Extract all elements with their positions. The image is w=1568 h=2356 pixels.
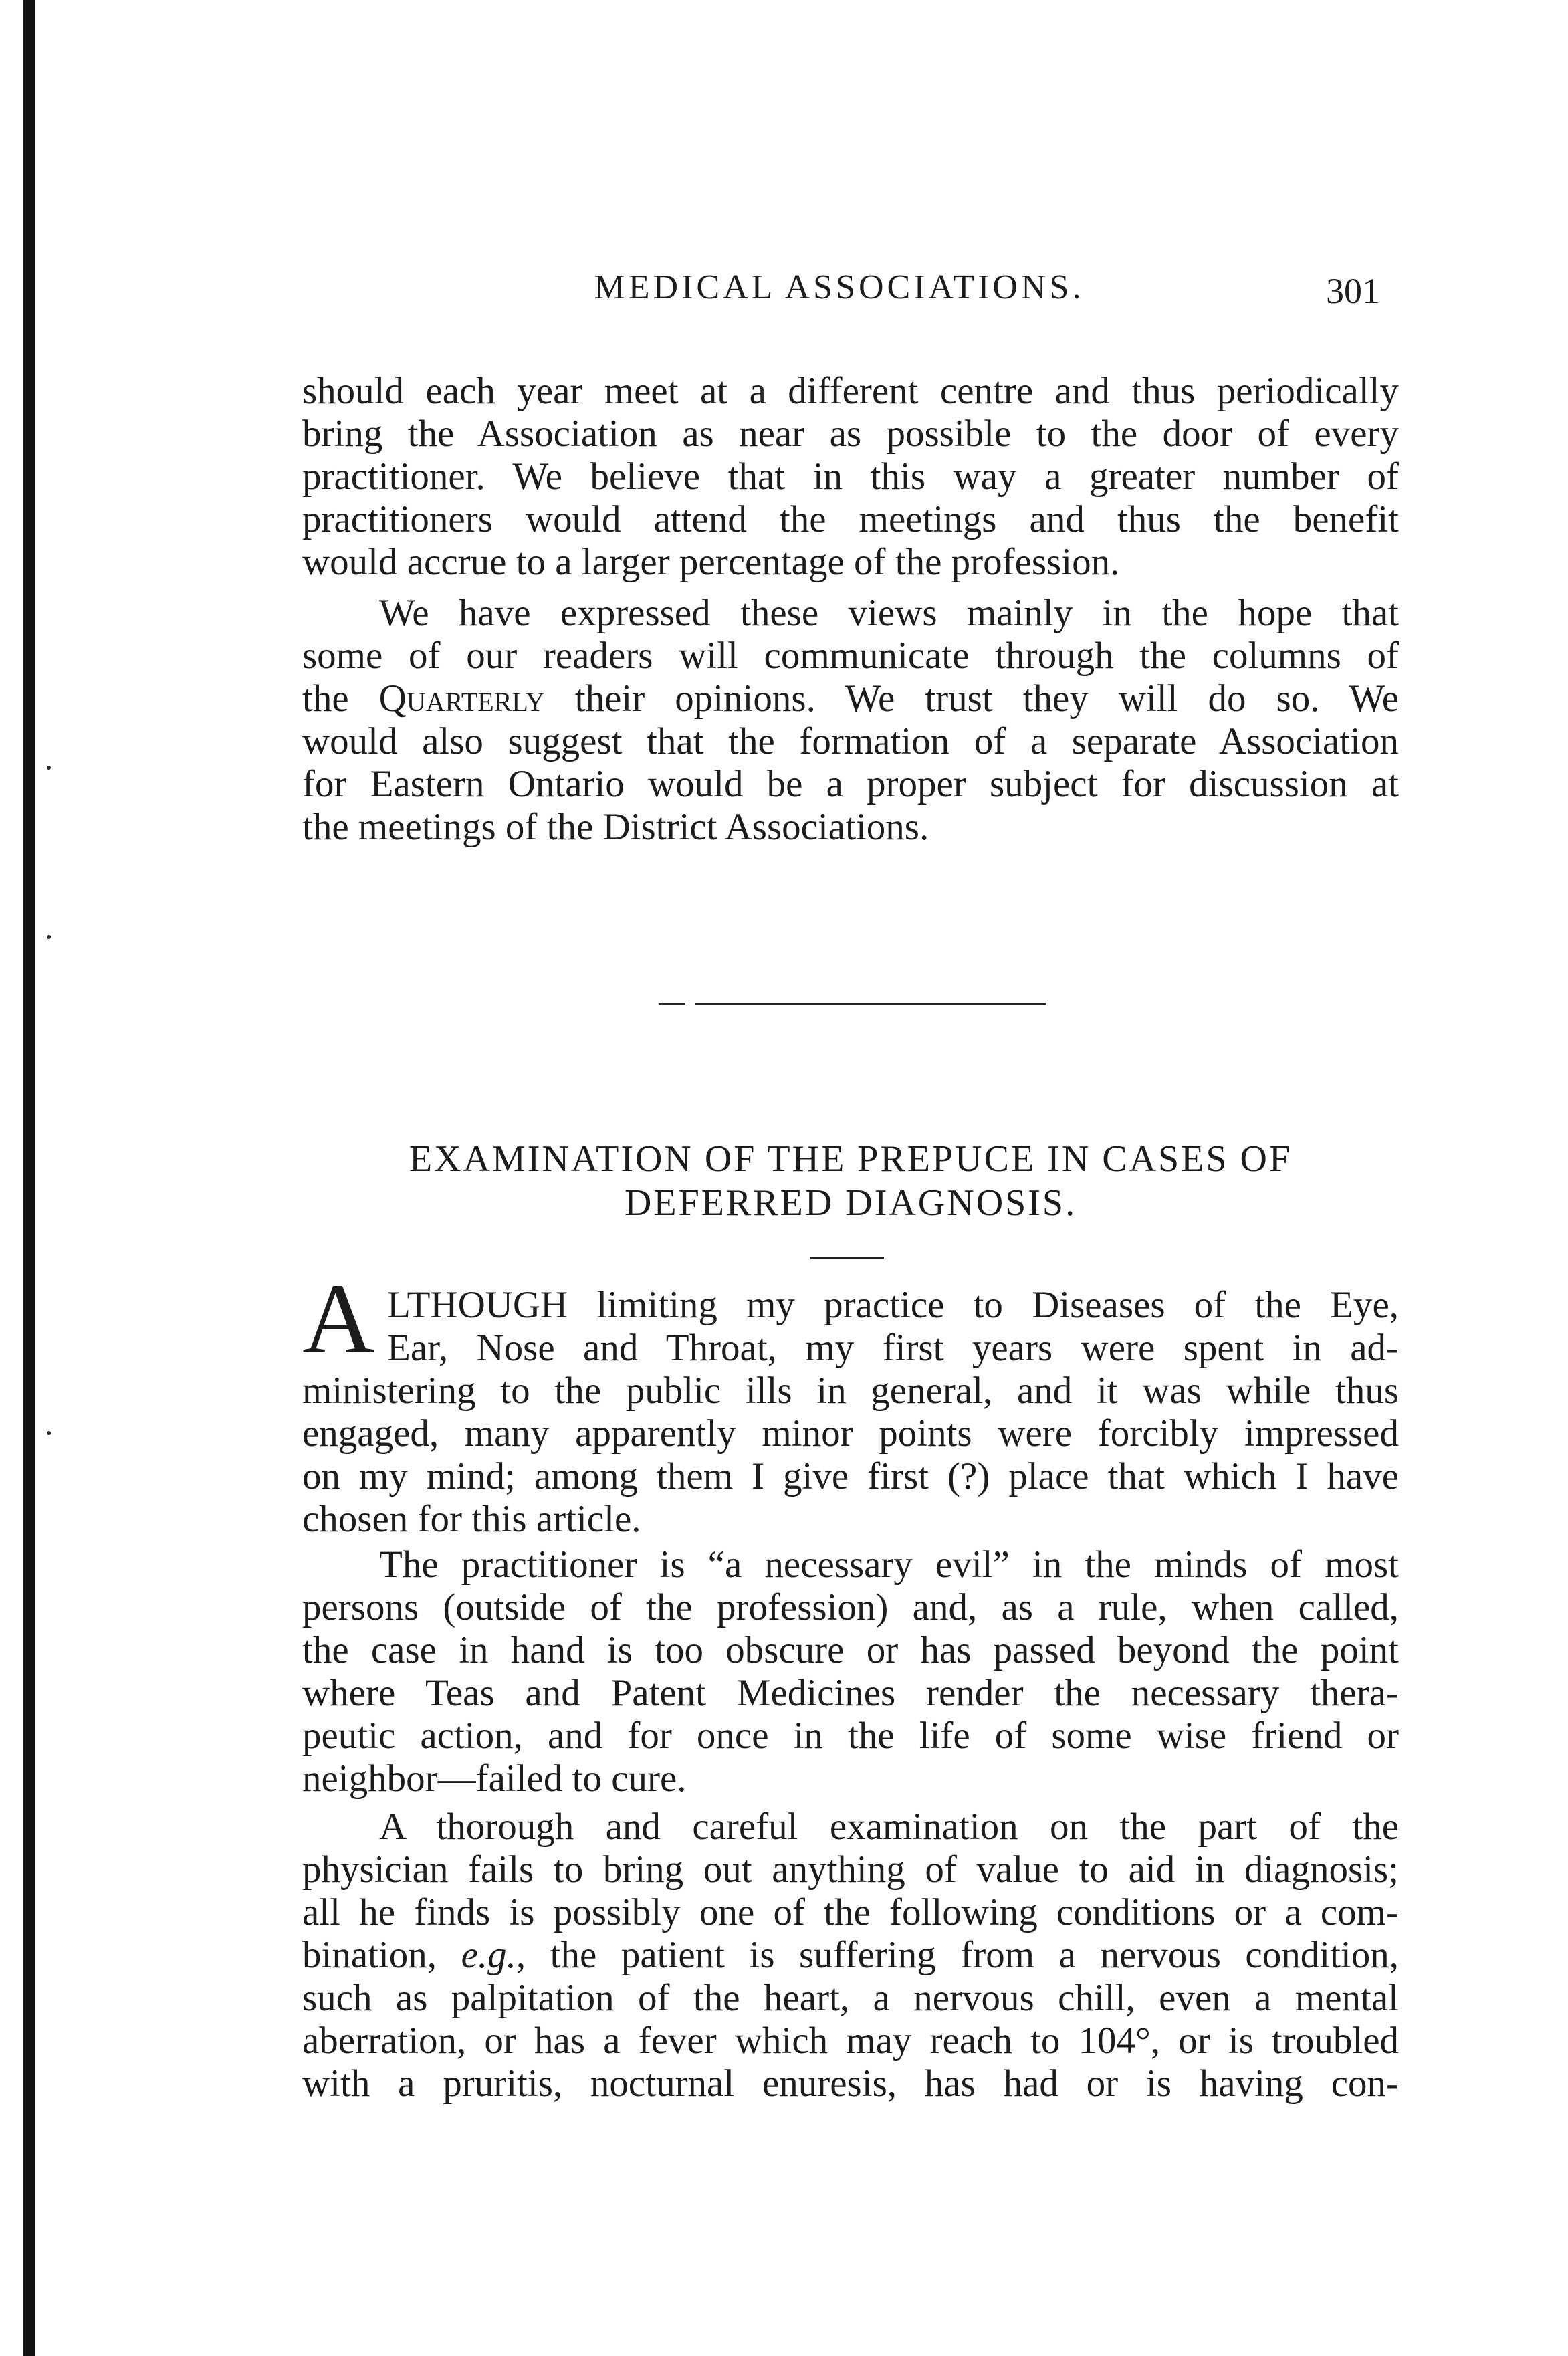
text-line: A thorough and careful examination on the part of the	[379, 1806, 1399, 1848]
text-line: such as palpitation of the heart, a nervous chill, even a mental	[302, 1977, 1399, 2019]
text-line: should each year meet at a different centre and thus periodically	[302, 370, 1399, 412]
editorial-paragraph-2	[302, 592, 1399, 849]
binding-speck	[47, 1431, 51, 1435]
text-line: LTHOUGH limiting my practice to Diseases of the Eye,	[387, 1284, 1399, 1326]
text-line: all he finds is possibly one of the following conditions or a com-	[302, 1891, 1399, 1933]
text-line: the case in hand is too obscure or has passed beyond the point	[302, 1629, 1399, 1671]
text-line: would also suggest that the formation of a separate Association	[302, 720, 1399, 762]
text-line: chosen for this article.	[302, 1498, 641, 1540]
article-title	[302, 1137, 1399, 1225]
text-line-with-journal-name	[302, 677, 1399, 720]
running-head: MEDICAL ASSOCIATIONS.	[594, 268, 1085, 306]
text-line: practitioners would attend the meetings and thus the benefit	[302, 498, 1399, 540]
page-number: 301	[1326, 271, 1380, 311]
text-line: on my mind; among them I give first (?) place that which I have	[302, 1455, 1399, 1497]
text-line: for Eastern Ontario would be a proper subject for discussion at	[302, 763, 1399, 805]
text-line: some of our readers will communicate through the columns of	[302, 635, 1399, 677]
text-line: The practitioner is “a necessary evil” in the minds of most	[379, 1543, 1399, 1586]
text-line: Ear, Nose and Throat, my first years were spent in ad-	[387, 1327, 1399, 1369]
text-line: bring the Association as near as possible to the door of every	[302, 413, 1399, 455]
binding-edge	[23, 0, 35, 2356]
binding-speck	[47, 766, 51, 770]
article-title-line-2: DEFERRED DIAGNOSIS.	[624, 1182, 1077, 1224]
text-line: We have expressed these views mainly in the hope that	[379, 592, 1399, 634]
text-line: neighbor—failed to cure.	[302, 1757, 687, 1800]
article-paragraph-1	[302, 1284, 1399, 1541]
editorial-paragraph-1	[302, 370, 1399, 584]
text-line: persons (outside of the profession) and, as a rule, when called,	[302, 1586, 1399, 1628]
title-rule	[810, 1257, 884, 1259]
text-line: physician fails to bring out anything of value to aid in diagnosis;	[302, 1848, 1399, 1891]
text-line: the meetings of the District Associations.	[302, 806, 929, 848]
text-line: aberration, or has a fever which may reach to 104°, or is troubled	[302, 2020, 1399, 2062]
section-divider	[695, 1003, 1046, 1005]
text-line: engaged, many apparently minor points were forcibly impressed	[302, 1412, 1399, 1455]
text-line: peutic action, and for once in the life of some wise friend or	[302, 1715, 1399, 1757]
text-fragment: bination,	[302, 1934, 461, 1976]
journal-name: Quarterly	[378, 677, 545, 720]
article-paragraph-2	[302, 1543, 1399, 1800]
binding-speck	[47, 935, 51, 939]
text-line: would accrue to a larger percentage of the profession.	[302, 541, 1120, 583]
text-line: ministering to the public ills in general, and it was while thus	[302, 1370, 1399, 1412]
article-paragraph-3	[302, 1806, 1399, 2105]
text-line: practitioner. We believe that in this way a greater number of	[302, 455, 1399, 498]
text-fragment: their opinions. We trust they will do so. We	[544, 677, 1399, 720]
article-title-line-1: EXAMINATION OF THE PREPUCE IN CASES OF	[409, 1138, 1293, 1180]
text-line-with-abbreviation	[302, 1934, 1399, 1977]
text-fragment: , the patient is suffering from a nervous condition,	[516, 1934, 1399, 1976]
section-divider-dash	[659, 1003, 685, 1005]
abbreviation-eg: e.g.	[461, 1934, 516, 1976]
drop-cap: A	[302, 1263, 375, 1374]
text-fragment: the	[302, 677, 379, 720]
text-line: with a pruritis, nocturnal enuresis, has had or is having con-	[302, 2062, 1399, 2105]
text-line: where Teas and Patent Medicines render the necessary thera-	[302, 1672, 1399, 1714]
